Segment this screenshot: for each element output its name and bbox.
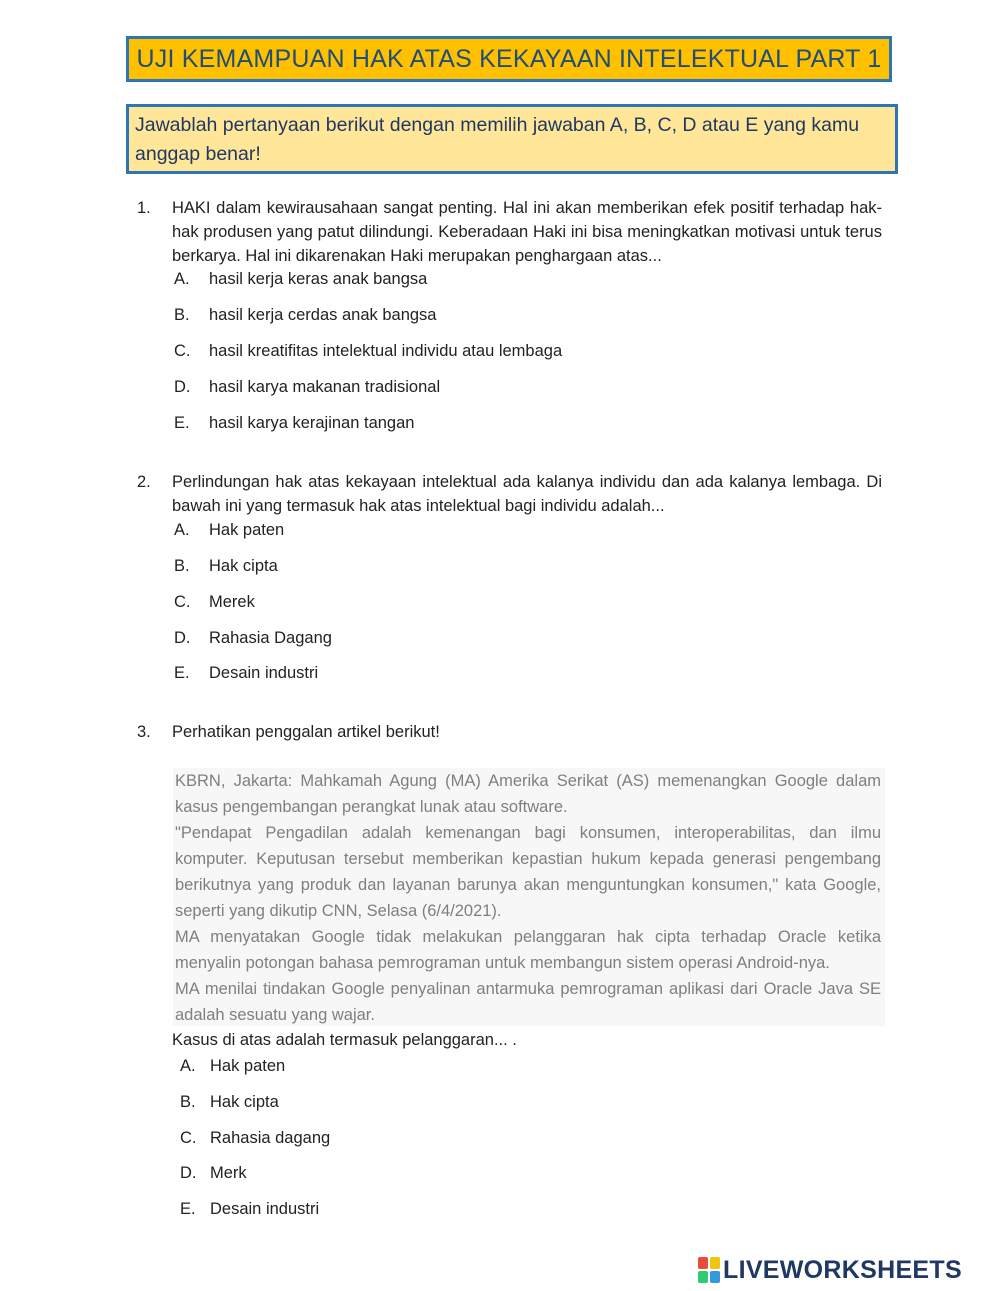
option-letter: B. — [174, 557, 190, 575]
option-letter: E. — [174, 664, 190, 682]
logo-text: LIVEWORKSHEETS — [723, 1255, 962, 1284]
worksheet-title-box — [126, 36, 892, 82]
option-letter: D. — [180, 1164, 197, 1182]
logo-tile — [710, 1257, 720, 1269]
option-text: hasil kreatifitas intelektual individu atau lembaga — [209, 342, 563, 360]
option-text: Hak cipta — [210, 1093, 279, 1111]
question-3-prompt: Kasus di atas adalah termasuk pelanggaran... . — [172, 1031, 517, 1049]
question-stem: HAKI dalam kewirausahaan sangat penting. Hal ini akan memberikan efek positif terhadap hak-hak produsen yang patut dilindungi. Keberadaan Haki ini bisa meningkatkan motivasi untuk terus berkarya. Hal ini dikarenakan Haki merupakan penghargaan atas... — [172, 199, 882, 265]
article-paragraph: KBRN, Jakarta: Mahkamah Agung (MA) Amerika Serikat (AS) memenangkan Google dalam kasus pengembangan perangkat lunak atau software. — [175, 772, 881, 816]
article-paragraph: MA menyatakan Google tidak melakukan pelanggaran hak cipta terhadap Oracle ketika menyalin potongan bahasa pemrograman untuk membangun sistem operasi Android-nya. — [175, 928, 881, 972]
option-letter: C. — [174, 342, 191, 360]
option-text: Merk — [210, 1164, 247, 1182]
instruction-text: Jawablah pertanyaan berikut dengan memilih jawaban A, B, C, D atau E yang kamu anggap benar! — [135, 114, 860, 165]
option-letter: D. — [174, 629, 191, 647]
option-text: hasil kerja cerdas anak bangsa — [209, 306, 437, 324]
article-paragraph: MA menilai tindakan Google penyalinan antarmuka pemrograman aplikasi dari Oracle Java SE adalah sesuatu yang wajar. — [175, 980, 881, 1024]
option-letter: A. — [174, 270, 190, 288]
option-letter: D. — [174, 378, 191, 396]
logo-tile — [710, 1271, 720, 1283]
question-stem: Perhatikan penggalan artikel berikut! — [172, 723, 440, 741]
option-text: Rahasia dagang — [210, 1129, 331, 1147]
liveworksheets-logo-icon — [698, 1257, 720, 1283]
question-1 — [137, 196, 882, 268]
instruction-box — [126, 104, 898, 174]
question-number: 3. — [137, 723, 151, 741]
option-letter: B. — [174, 306, 190, 324]
option-letter: C. — [180, 1129, 197, 1147]
article-excerpt — [173, 768, 885, 1026]
option-text: Merek — [209, 593, 255, 611]
option-text: Desain industri — [210, 1200, 320, 1218]
question-2 — [137, 470, 882, 518]
article-paragraph: "Pendapat Pengadilan adalah kemenangan bagi konsumen, interoperabilitas, dan ilmu komputer. Keputusan tersebut memberikan kepastian hukum kepada generasi pengembang berikutnya yang produk dan layanan barunya akan menguntungkan konsumen," kata Google, seperti yang dikutip CNN, Selasa (6/4/2021). — [175, 824, 881, 920]
option-letter: A. — [174, 521, 190, 539]
option-letter: A. — [180, 1057, 196, 1075]
worksheet-title: UJI KEMAMPUAN HAK ATAS KEKAYAAN INTELEKTUAL PART 1 — [136, 44, 882, 73]
question-3 — [137, 720, 882, 744]
option-text: Hak cipta — [209, 557, 278, 575]
liveworksheets-logo — [698, 1256, 962, 1284]
option-text: Rahasia Dagang — [209, 629, 332, 647]
logo-tile — [698, 1257, 708, 1269]
logo-tile — [698, 1271, 708, 1283]
option-text: Desain industri — [209, 664, 319, 682]
question-number: 2. — [137, 473, 151, 491]
option-text: Hak paten — [210, 1057, 286, 1075]
option-letter: E. — [180, 1200, 196, 1218]
option-text: hasil karya makanan tradisional — [209, 378, 441, 396]
question-number: 1. — [137, 199, 151, 217]
option-text: Hak paten — [209, 521, 285, 539]
option-letter: B. — [180, 1093, 196, 1111]
option-letter: C. — [174, 593, 191, 611]
option-text: hasil karya kerajinan tangan — [209, 414, 415, 432]
option-letter: E. — [174, 414, 190, 432]
option-text: hasil kerja keras anak bangsa — [209, 270, 428, 288]
question-stem: Perlindungan hak atas kekayaan intelektual ada kalanya individu dan ada kalanya lembaga. Di bawah ini yang termasuk hak atas intelektual bagi individu adalah... — [172, 473, 882, 515]
